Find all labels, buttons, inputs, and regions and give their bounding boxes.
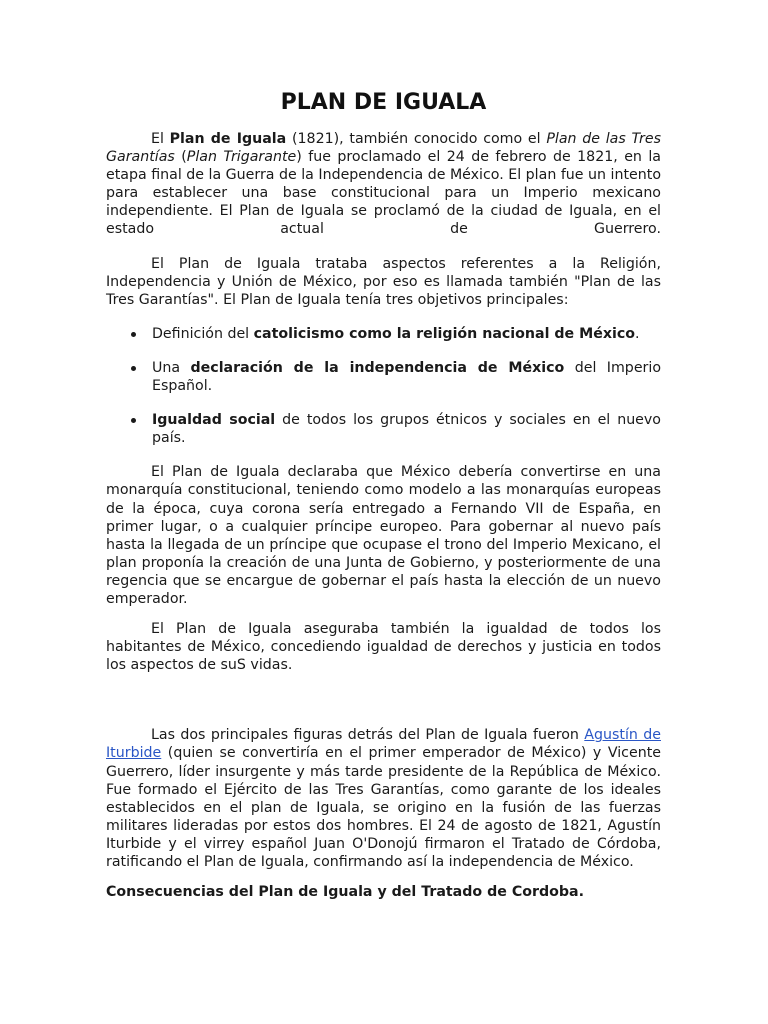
intro-italic-trigarante: Plan Trigarante bbox=[186, 149, 297, 166]
list-item-bold: catolicismo como la religión nacional de México bbox=[253, 325, 636, 342]
intro-paragraph bbox=[106, 130, 661, 239]
intro-text-3: ( bbox=[174, 149, 187, 166]
document-body bbox=[106, 88, 661, 901]
page-title: PLAN DE IGUALA bbox=[280, 90, 487, 115]
figures-text-1: Las dos principales figuras detrás del Plan de Iguala fueron bbox=[151, 727, 585, 744]
intro-bold-plan: Plan de Iguala bbox=[169, 131, 287, 147]
list-item-text: Definición del bbox=[152, 325, 254, 342]
list-item bbox=[106, 325, 661, 343]
list-item-text: Una bbox=[152, 359, 191, 376]
iturbide-link[interactable]: Agustín de Iturbide bbox=[106, 727, 661, 762]
section-subheading: Consecuencias del Plan de Iguala y del Tratado de Cordoba. bbox=[106, 884, 584, 901]
intro-italic-tres: Plan de las Tres Garantías bbox=[106, 131, 661, 166]
list-item-text: del Imperio Español. bbox=[152, 359, 661, 395]
list-item bbox=[106, 359, 661, 395]
intro-text-4: ) fue proclamado el 24 de febrero de 1821, en la etapa final de la Guerra de la Independencia de México. El plan fue un intento para establecer una base constitucional para un Imperio mexicano independiente. El Plan de Iguala se proclamó de la ciudad de Iguala, en el estado actual de Guerrero. bbox=[106, 149, 661, 238]
list-item-bold: declaración de la independencia de México bbox=[190, 359, 565, 376]
intro-text-2: (1821), también conocido como el bbox=[286, 131, 547, 147]
list-item bbox=[106, 411, 661, 447]
monarchy-paragraph: El Plan de Iguala declaraba que México debería convertirse en una monarquía constitucional, teniendo como modelo a las monarquías europeas de la época, cuya corona sería entregado a Fernando VII de España, en primer lugar, o a cualquier príncipe europeo. Para gobernar al nuevo país hasta la llegada de un príncipe que ocupase el trono del Imperio Mexicano, el plan proponía la creación de una Junta de Gobierno, y posteriormente de una regencia que se encargue de gobernar el país hasta la elección de un nuevo emperador. bbox=[106, 464, 661, 607]
list-item-text: de todos los grupos étnicos y sociales en el nuevo país. bbox=[152, 412, 661, 447]
list-item-bold: Igualdad social bbox=[152, 412, 276, 429]
objectives-list bbox=[106, 325, 661, 447]
figures-paragraph bbox=[106, 726, 661, 871]
list-item-text: . bbox=[635, 325, 640, 342]
objectives-paragraph: El Plan de Iguala trataba aspectos referentes a la Religión, Independencia y Unión de México, por eso es llamada también "Plan de las Tres Garantías". El Plan de Iguala tenía tres objetivos principales: bbox=[106, 255, 661, 308]
equality-paragraph: El Plan de Iguala aseguraba también la igualdad de todos los habitantes de México, concediendo igualdad de derechos y justicia en todos los aspectos de suS vidas. bbox=[106, 621, 661, 674]
intro-text-1: El bbox=[151, 131, 170, 147]
figures-text-2: (quien se convertiría en el primer emperador de México) y Vicente Guerrero, líder insurgente y más tarde presidente de la República de México. Fue formado el Ejército de las Tres Garantías, como garante de los ideales establecidos en el plan de Iguala, se origino en la fusión de las fuerzas militares lideradas por estos dos hombres. El 24 de agosto de 1821, Agustín Iturbide y el virrey español Juan O'Donojú firmaron el Tratado de Córdoba, ratificando el Plan de Iguala, confirmando así la independencia de México. bbox=[106, 745, 661, 870]
